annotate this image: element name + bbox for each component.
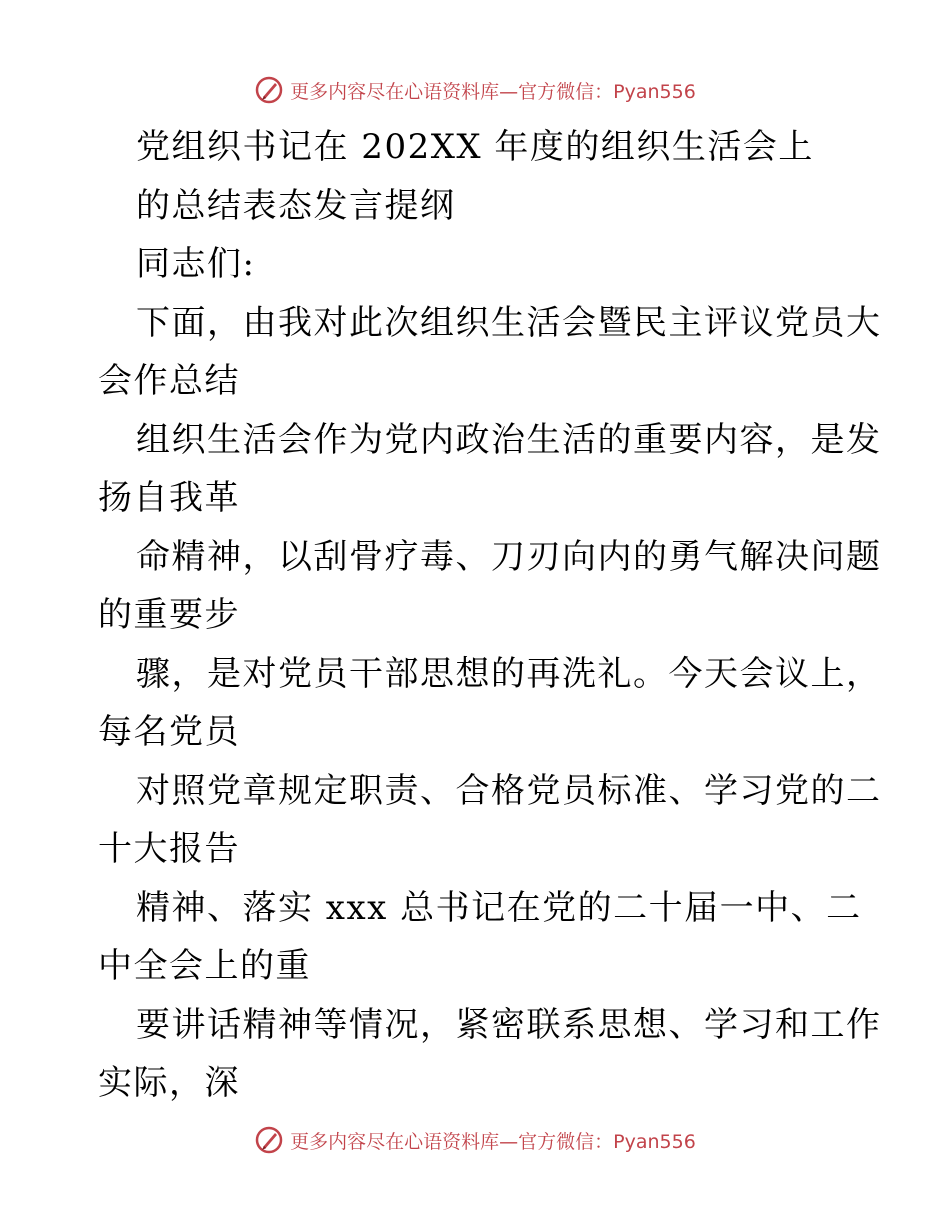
doc-line: 党组织书记在 202XX 年度的组织生活会上	[136, 127, 814, 167]
doc-line: 的总结表态发言提纲	[136, 185, 456, 226]
doc-line: 组织生活会作为党内政治生活的重要内容，是发	[136, 419, 882, 460]
doc-line: 骤，是对党员干部思想的再洗礼。今天会议上，	[136, 653, 882, 694]
doc-line: 同志们:	[136, 244, 256, 284]
watermark-footer	[0, 1122, 950, 1158]
doc-line: 中全会上的重	[98, 946, 311, 986]
doc-line: 扬自我革	[98, 478, 240, 518]
quill-logo-icon	[254, 75, 284, 105]
doc-line: 的重要步	[98, 595, 240, 635]
doc-line: 命精神，以刮骨疗毒、刀刃向内的勇气解决问题	[136, 536, 882, 577]
doc-line: 精神、落实 xxx 总书记在党的二十届一中、二	[136, 887, 862, 928]
quill-logo-icon	[254, 1125, 284, 1155]
doc-line: 要讲话精神等情况，紧密联系思想、学习和工作	[136, 1004, 882, 1045]
document-body	[98, 118, 882, 1113]
watermark-text: 更多内容尽在心语资料库—官方微信：Pyan556	[290, 80, 696, 103]
doc-line: 十大报告	[98, 829, 240, 869]
doc-line: 对照党章规定职责、合格党员标准、学习党的二	[136, 770, 882, 811]
watermark-header	[0, 72, 950, 108]
doc-line: 下面，由我对此次组织生活会暨民主评议党员大	[136, 302, 882, 343]
doc-line: 会作总结	[98, 361, 240, 401]
doc-line: 实际，深	[98, 1063, 240, 1103]
doc-line: 每名党员	[98, 712, 240, 752]
watermark-text: 更多内容尽在心语资料库—官方微信：Pyan556	[290, 1130, 696, 1153]
